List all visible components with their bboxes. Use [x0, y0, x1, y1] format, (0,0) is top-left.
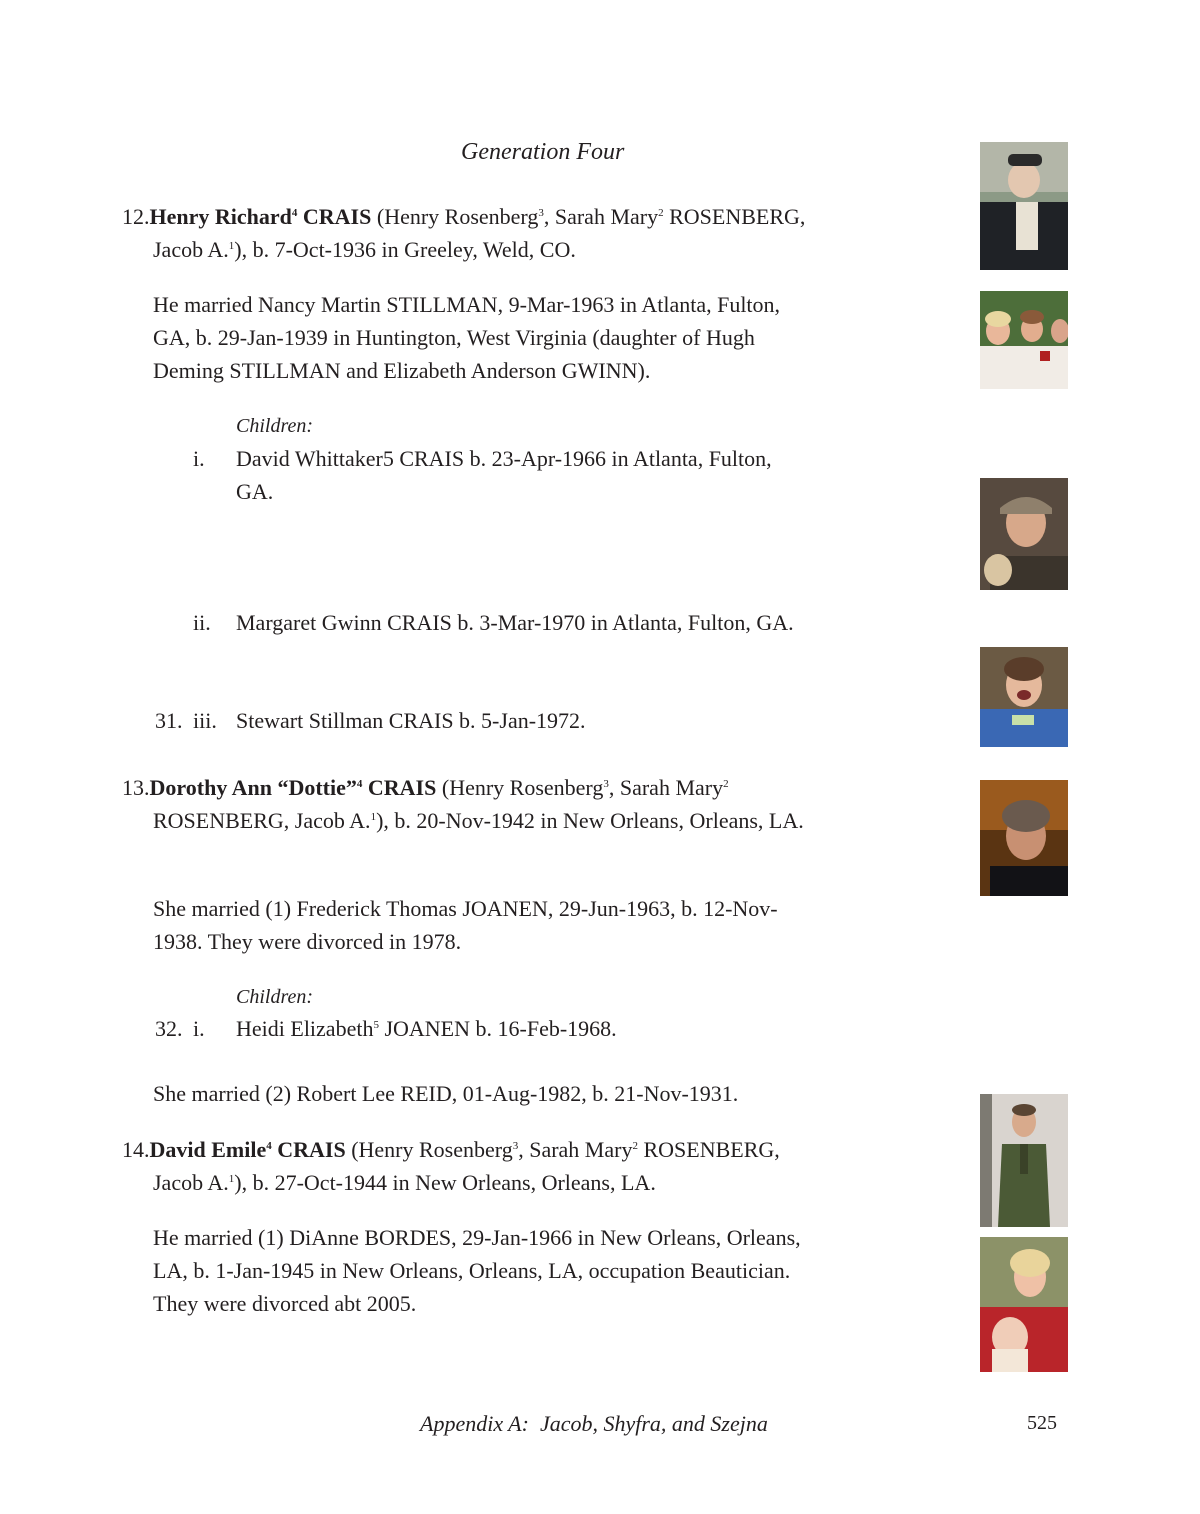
children-label: Children: — [236, 415, 314, 437]
second-marriage-text: She married (2) Robert Lee REID, 01-Aug-1982, b. 21-Nov-1931. — [153, 1081, 739, 1106]
marriage-text-13: She married (1) Frederick Thomas JOANEN, 29-Jun-1963, b. 12-Nov- 1938. They were divorced in 1978. — [153, 896, 778, 954]
photo-man-uniform — [980, 1094, 1068, 1227]
child-roman: iii. — [193, 708, 217, 733]
child-reference-number: 32. — [155, 1016, 183, 1041]
child-entry: Stewart Stillman CRAIS b. 5-Jan-1972. — [236, 708, 586, 733]
photo-older-woman-portrait — [980, 780, 1068, 896]
child-roman: ii. — [193, 610, 211, 635]
footer-title: Appendix A: Jacob, Shyfra, and Szejna — [420, 1411, 768, 1436]
person-name: Dorothy Ann “Dottie”$^4$ CRAIS — [149, 775, 437, 800]
photo-woman-baby — [980, 1237, 1068, 1372]
children-label: Children: — [236, 986, 314, 1008]
child-entry: David Whittaker5 CRAIS b. 23-Apr-1966 in Atlanta, Fulton, GA. — [236, 446, 772, 504]
page-heading: Generation Four — [461, 139, 625, 165]
entry-13: 13.Dorothy Ann “Dottie”$^4$ CRAIS (Henry Rosenberg$^3$, Sarah Mary$^2$ ROSENBERG, Jacob A.$^1$), b. 20-Nov-1942 in New Orleans, Orleans, LA. — [122, 775, 804, 833]
child-roman: i. — [193, 1016, 205, 1041]
child-entry: Margaret Gwinn CRAIS b. 3-Mar-1970 in Atlanta, Fulton, GA. — [236, 610, 794, 635]
child-entry: Heidi Elizabeth$^5$ JOANEN b. 16-Feb-1968. — [236, 1016, 617, 1041]
entry-number: 13. — [122, 775, 150, 800]
entry-number: 12. — [122, 204, 150, 229]
child-reference-number: 31. — [155, 708, 183, 733]
entry-12: 12.Henry Richard$^4$ CRAIS (Henry Rosenberg$^3$, Sarah Mary$^2$ ROSENBERG, Jacob A.$^1$), b. 7-Oct-1936 in Greeley, Weld, CO. — [122, 204, 806, 262]
marriage-text-12: He married Nancy Martin STILLMAN, 9-Mar-1963 in Atlanta, Fulton, GA, b. 29-Jan-1939 in Huntington, West Virginia (daughter of Hugh Deming STILLMAN and Elizabeth Anderson GWINN). — [153, 292, 781, 383]
child-roman: i. — [193, 446, 205, 471]
page-number: 525 — [1027, 1412, 1057, 1434]
entry-number: 14. — [122, 1137, 150, 1162]
photo-woman-laughing — [980, 647, 1068, 747]
person-name: David Emile$^4$ CRAIS — [149, 1137, 346, 1162]
photo-older-man-cap — [980, 142, 1068, 270]
photo-man-cap-dog — [980, 478, 1068, 590]
person-name: Henry Richard$^4$ CRAIS — [149, 204, 372, 229]
marriage-text-14: He married (1) DiAnne BORDES, 29-Jan-1966 in New Orleans, Orleans, LA, b. 1-Jan-1945 in New Orleans, Orleans, LA, occupation Beautician. They were divorced abt 2005. — [153, 1225, 801, 1316]
photo-three-women-group — [980, 291, 1068, 389]
entry-14: 14.David Emile$^4$ CRAIS (Henry Rosenberg$^3$, Sarah Mary$^2$ ROSENBERG, Jacob A.$^1$), b. 27-Oct-1944 in New Orleans, Orleans, LA. — [122, 1137, 780, 1195]
